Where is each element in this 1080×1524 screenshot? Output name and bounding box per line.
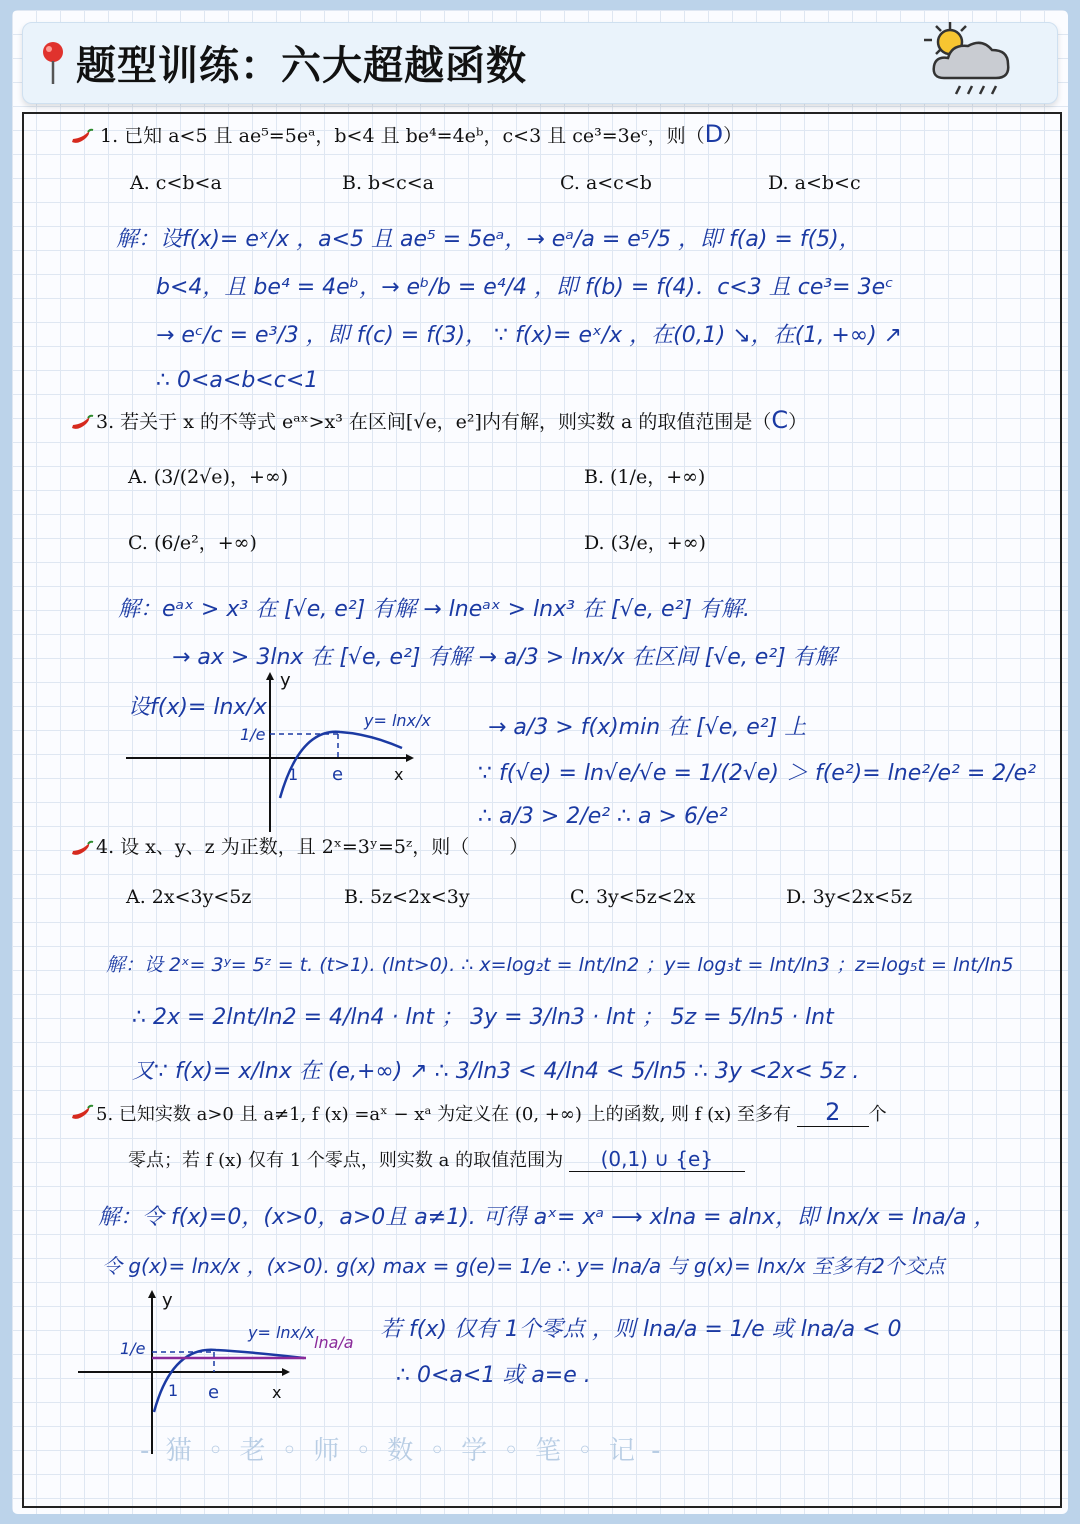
question-1-option-d: D. a<b<c xyxy=(768,172,861,194)
graph-y-label: y xyxy=(162,1290,173,1311)
graph-tick-one: 1 xyxy=(288,765,299,784)
question-3-solution-line-4: → a/3 > f(x)min 在 [√e, e²] 上 xyxy=(488,715,807,740)
question-1-option-b: B. b<c<a xyxy=(342,172,435,194)
chili-icon xyxy=(68,128,94,146)
question-3-solution-line-3: 设f(x)= lnx/x xyxy=(128,695,267,720)
chili-icon xyxy=(68,1104,94,1122)
question-3-solution-line-2: → ax > 3lnx 在 [√e, e²] 有解 → a/3 > lnx/x 在区间 [√e, e²] 有解 xyxy=(172,645,837,670)
question-1-solution-line-4: ∴ 0<a<b<c<1 xyxy=(156,368,319,393)
question-3-option-b: B. (1/e，+∞) xyxy=(584,466,706,488)
graph-x-label: x xyxy=(272,1383,282,1402)
chili-icon xyxy=(68,840,94,858)
graph-curve-label: y= lnx/x xyxy=(248,1323,315,1342)
graph-y-label: y xyxy=(280,670,291,691)
question-3-stem: 3. 若关于 x 的不等式 eᵃˣ>x³ 在区间[√e，e²]内有解，则实数 a 的取值范围是（C） xyxy=(96,406,808,434)
question-1-solution-line-3: → eᶜ/c = e³/3 ，即 f(c) = f(3)， ∵ f(x)= eˣ/x ，在(0,1) ↘，在(1, +∞) ↗ xyxy=(156,323,903,348)
watermark: - 猫 ◦ 老 ◦ 师 ◦ 数 ◦ 学 ◦ 笔 ◦ 记 - xyxy=(140,1436,665,1466)
graph-max-label: 1/e xyxy=(240,725,266,744)
question-4-solution-line-3: 又∵ f(x)= x/lnx 在 (e,+∞) ↗ ∴ 3/ln3 < 4/ln4 < 5/ln5 ∴ 3y <2x< 5z . xyxy=(132,1059,860,1084)
question-5-solution-line-1: 解：令 f(x)=0，(x>0，a>0且 a≠1). 可得 aˣ= xᵃ ⟶ xlna = alnx，即 lnx/x = lna/a ， xyxy=(98,1205,996,1230)
question-4-option-d: D. 3y<2x<5z xyxy=(786,886,913,908)
question-3-solution-line-1: 解：eᵃˣ > x³ 在 [√e, e²] 有解 → lneᵃˣ > lnx³ 在 [√e, e²] 有解. xyxy=(118,597,750,622)
question-1-answer: D xyxy=(704,120,724,148)
graph-curve-label: y= lnx/x xyxy=(364,711,431,730)
question-1-solution-line-2: b<4，且 be⁴ = 4eᵇ，→ eᵇ/b = e⁴/4 ，即 f(b) = f(4)．c<3 且 ce³= 3eᶜ xyxy=(156,275,894,300)
question-3-solution-line-6: ∴ a/3 > 2/e² ∴ a > 6/e² xyxy=(478,804,728,829)
question-3-graph xyxy=(120,668,431,834)
question-1-solution-line-1: 解：设f(x)= eˣ/x ，a<5 且 ae⁵ = 5eᵃ，→ eᵃ/a = e⁵/5 ，即 f(a) = f(5)， xyxy=(116,227,861,252)
chili-icon xyxy=(68,414,94,432)
graph-tick-e: e xyxy=(208,1382,220,1403)
graph-tick-one: 1 xyxy=(168,1381,179,1400)
question-3-option-c: C. (6/e²，+∞) xyxy=(128,532,257,554)
location-pin-icon xyxy=(36,40,70,86)
question-4-option-b: B. 5z<2x<3y xyxy=(344,886,470,908)
question-4-option-a: A. 2x<3y<5z xyxy=(126,886,252,908)
graph-max-label: 1/e xyxy=(120,1339,146,1358)
question-4-stem: 4. 设 x、y、z 为正数，且 2ˣ=3ʸ=5ᶻ，则（ ） xyxy=(96,836,529,858)
question-4-solution-line-2: ∴ 2x = 2lnt/ln2 = 4/ln4 · lnt ； 3y = 3/ln3 · lnt ； 5z = 5/ln5 · lnt xyxy=(132,1005,834,1030)
question-3-solution-line-5: ∵ f(√e) = ln√e/√e = 1/(2√e) ＞ f(e²)= lne²/e² = 2/e² xyxy=(478,761,1037,786)
question-5-solution-line-3: 若 f(x) 仅有 1个零点 ，则 lna/a = 1/e 或 lna/a < 0 xyxy=(380,1317,902,1342)
question-3-option-d: D. (3/e，+∞) xyxy=(584,532,706,554)
question-5-stem-line-1: 5. 已知实数 a>0 且 a≠1, f (x) =aˣ − xᵃ 为定义在 (0, +∞) 上的函数, 则 f (x) 至多有 2 个 xyxy=(96,1098,887,1126)
question-5-blank-2: (0,1) ∪ {e} xyxy=(600,1147,714,1171)
question-1-stem: 1. 已知 a<5 且 ae⁵=5eᵃ，b<4 且 be⁴=4eᵇ，c<3 且 ce³=3eᶜ，则（D） xyxy=(100,120,743,148)
graph-x-label: x xyxy=(394,765,404,784)
question-5-solution-line-2: 令 g(x)= lnx/x ，(x>0). g(x) max = g(e)= 1/e ∴ y= lna/a 与 g(x)= lnx/x 至多有2个交点 xyxy=(102,1254,945,1278)
graph-tick-e: e xyxy=(332,764,344,785)
question-4-solution-line-1: 解：设 2ˣ= 3ʸ= 5ᶻ = t. (t>1). (lnt>0). ∴ x=log₂t = lnt/ln2 ；y= log₃t = lnt/ln3 ；z=log₅t = lnt/ln5 xyxy=(106,954,1014,976)
question-5-stem-line-2: 零点；若 f (x) 仅有 1 个零点，则实数 a 的取值范围为 (0,1) ∪ {e} xyxy=(128,1146,745,1172)
question-1-option-a: A. c<b<a xyxy=(130,172,222,194)
page-title: 题型训练：六大超越函数 xyxy=(76,43,527,89)
sun-cloud-rain-icon xyxy=(922,16,1022,100)
question-5-solution-line-4: ∴ 0<a<1 或 a=e . xyxy=(396,1363,591,1388)
question-3-option-a: A. (3/(2√e)，+∞) xyxy=(128,466,289,488)
question-5-blank-1: 2 xyxy=(825,1098,841,1126)
question-4-option-c: C. 3y<5z<2x xyxy=(570,886,696,908)
question-1-option-c: C. a<c<b xyxy=(560,172,652,194)
graph-line-label: lna/a xyxy=(314,1333,354,1352)
question-3-answer: C xyxy=(771,406,789,434)
